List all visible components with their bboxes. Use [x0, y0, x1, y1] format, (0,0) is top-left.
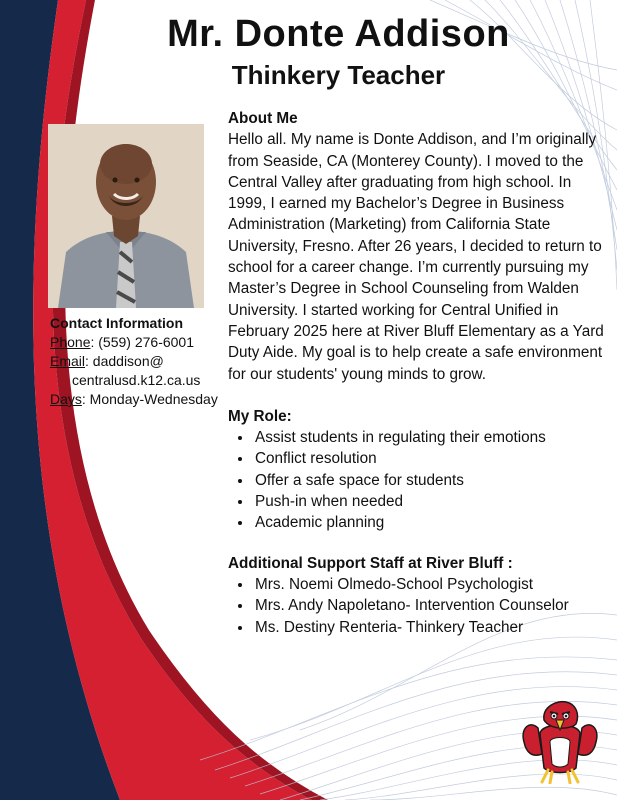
role-item: • Conflict resolution: [253, 448, 608, 469]
hawk-mascot-icon: [520, 698, 600, 784]
contact-information: [50, 314, 220, 409]
role-item: • Push-in when needed: [253, 491, 608, 512]
contact-heading: Contact Information: [50, 315, 183, 331]
role-heading: My Role:: [228, 407, 292, 425]
contact-days: [50, 390, 220, 409]
phone-value[interactable]: : (559) 276-6001: [90, 334, 195, 350]
staff-item: • Ms. Destiny Renteria- Thinkery Teacher: [253, 617, 608, 638]
contact-email: [50, 352, 220, 390]
main-content: [228, 108, 608, 657]
staff-list: [228, 574, 608, 638]
portrait-photo: [48, 124, 204, 308]
phone-label: Phone: [50, 334, 91, 350]
staff-item: • Mrs. Andy Napoletano- Intervention Counselor: [253, 595, 608, 616]
email-value[interactable]: : daddison@ centralusd.k12.ca.us: [72, 353, 201, 388]
about-heading: About Me: [228, 110, 298, 127]
days-label: Days: [50, 391, 82, 407]
contact-phone: [50, 333, 220, 352]
page-title: Mr. Donte Addison: [167, 13, 510, 55]
page-subtitle: Thinkery Teacher: [231, 60, 446, 90]
about-body: Hello all. My name is Donte Addison, and I’m originally from Seaside, CA (Monterey County). I moved to the Central Valley after graduating from high school. In 1999, I earned my Bachelor’s Degree in Business Administration (Marketing) from California State University, Fresno. After 26 years, I decided to return to school for a career change. I’m currently pursuing my Master’s Degree in School Counseling from Walden University. I started working for Central Unified in February 2025 here at River Bluff Elementary as a Yard Duty Aide. My goal is to help create a safe environment for our students' young minds to grow.: [228, 131, 604, 383]
role-item: • Academic planning: [253, 512, 608, 533]
role-item: • Offer a safe space for students: [253, 470, 608, 491]
days-value: : Monday-Wednesday: [81, 391, 218, 407]
staff-heading: Additional Support Staff at River Bluff :: [228, 554, 513, 572]
staff-item: • Mrs. Noemi Olmedo-School Psychologist: [253, 574, 608, 595]
role-list: [228, 427, 608, 533]
role-item: • Assist students in regulating their emotions: [253, 427, 608, 448]
email-label: Email: [50, 353, 86, 369]
